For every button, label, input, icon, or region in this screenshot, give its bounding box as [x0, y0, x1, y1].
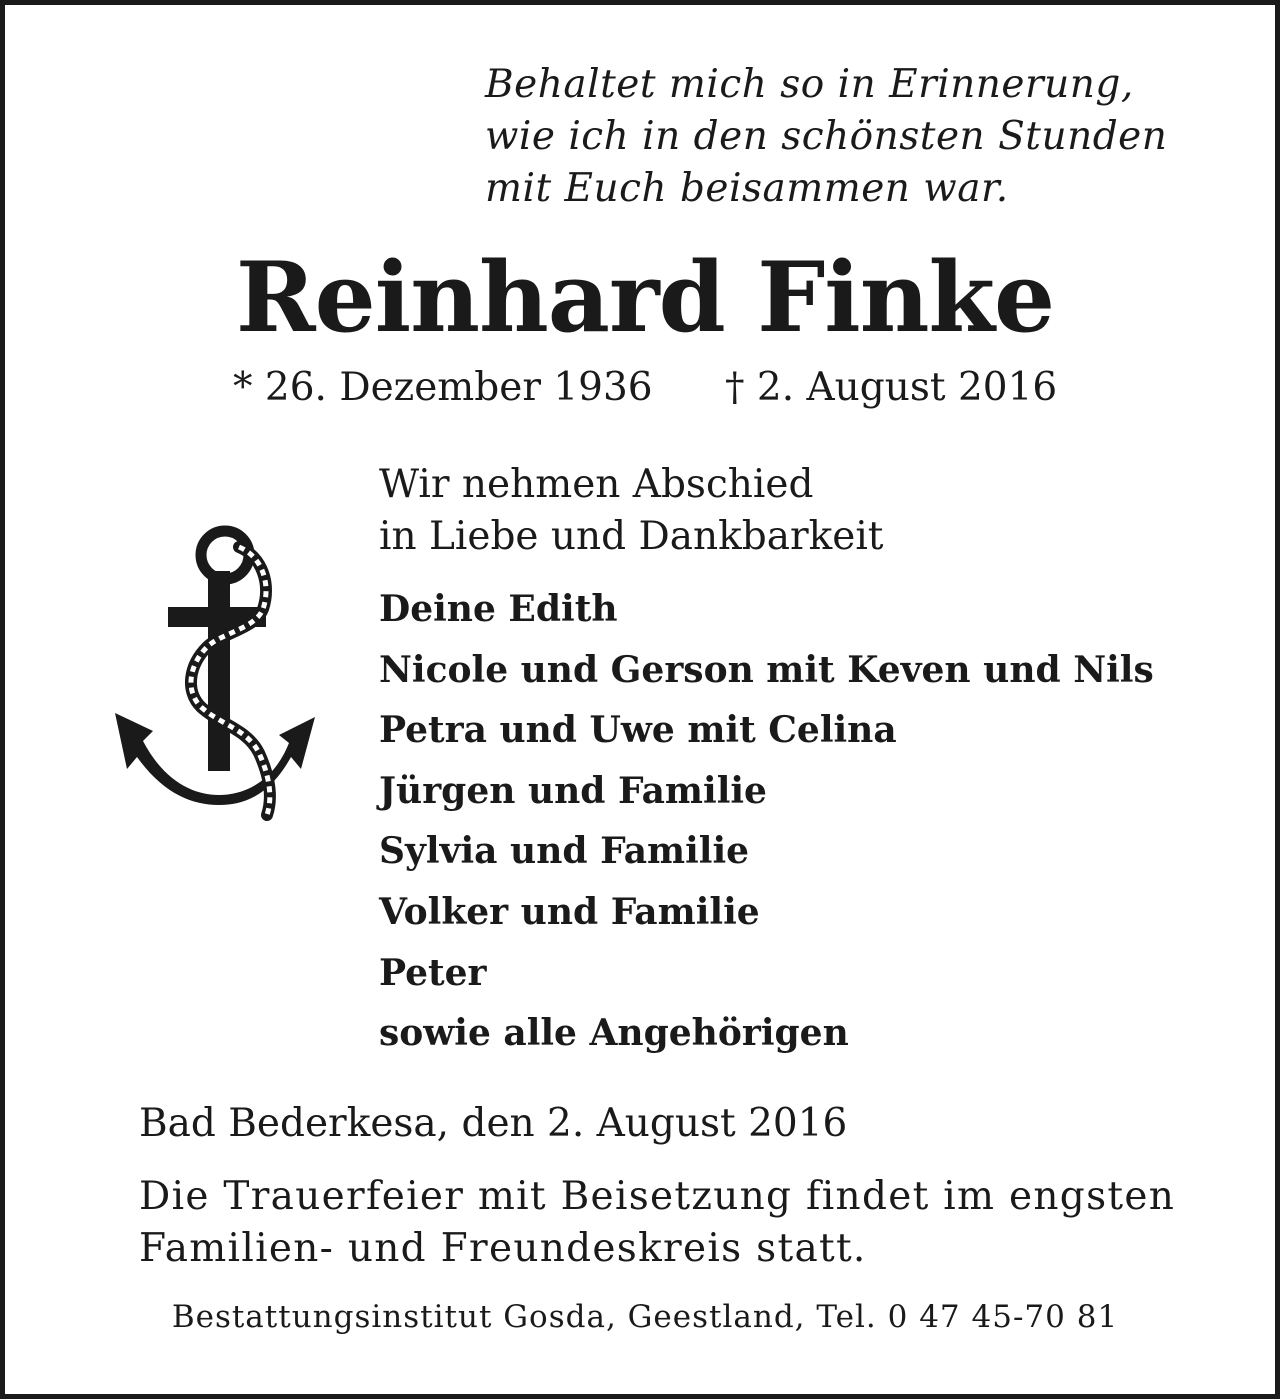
anchor-icon [113, 521, 317, 821]
motto-line: mit Euch beisammen war. [485, 166, 1009, 211]
mourner-entry: Petra und Uwe mit Celina [379, 709, 897, 752]
mourner-entry: sowie alle Angehörigen [379, 1012, 849, 1055]
motto-line: Behaltet mich so in Erinnerung, [485, 62, 1134, 107]
mourner-entry: Deine Edith [379, 588, 618, 630]
life-dates [233, 363, 1093, 413]
mourner-entry: Nicole und Gerson mit Keven und Nils [379, 648, 1154, 691]
birth-date: * 26. Dezember 1936 [233, 365, 653, 410]
mourner-entry: Jürgen und Familie [379, 769, 767, 812]
ceremony-line: Familien- und Freundeskreis statt. [139, 1226, 867, 1271]
farewell-line: in Liebe und Dankbarkeit [379, 514, 884, 559]
deceased-name: Reinhard Finke [235, 241, 1055, 354]
ceremony-notice [139, 1171, 1176, 1275]
ceremony-line: Die Trauerfeier mit Beisetzung findet im engsten [139, 1174, 1176, 1219]
mourner-entry: Peter [379, 951, 487, 994]
undertaker-contact: Bestattungsinstitut Gosda, Geestland, Tel. 0 47 45-70 81 [171, 1299, 1119, 1335]
mourners-list [379, 579, 1199, 1064]
motto-line: wie ich in den schönsten Stunden [485, 114, 1168, 159]
death-date: † 2. August 2016 [725, 365, 1058, 410]
mourner-entry: Volker und Familie [379, 890, 760, 933]
farewell-text [379, 459, 1179, 563]
motto-quote [485, 59, 1205, 215]
farewell-line: Wir nehmen Abschied [379, 462, 814, 507]
mourner-entry: Sylvia und Familie [379, 830, 750, 873]
place-and-date: Bad Bederkesa, den 2. August 2016 [139, 1101, 848, 1146]
